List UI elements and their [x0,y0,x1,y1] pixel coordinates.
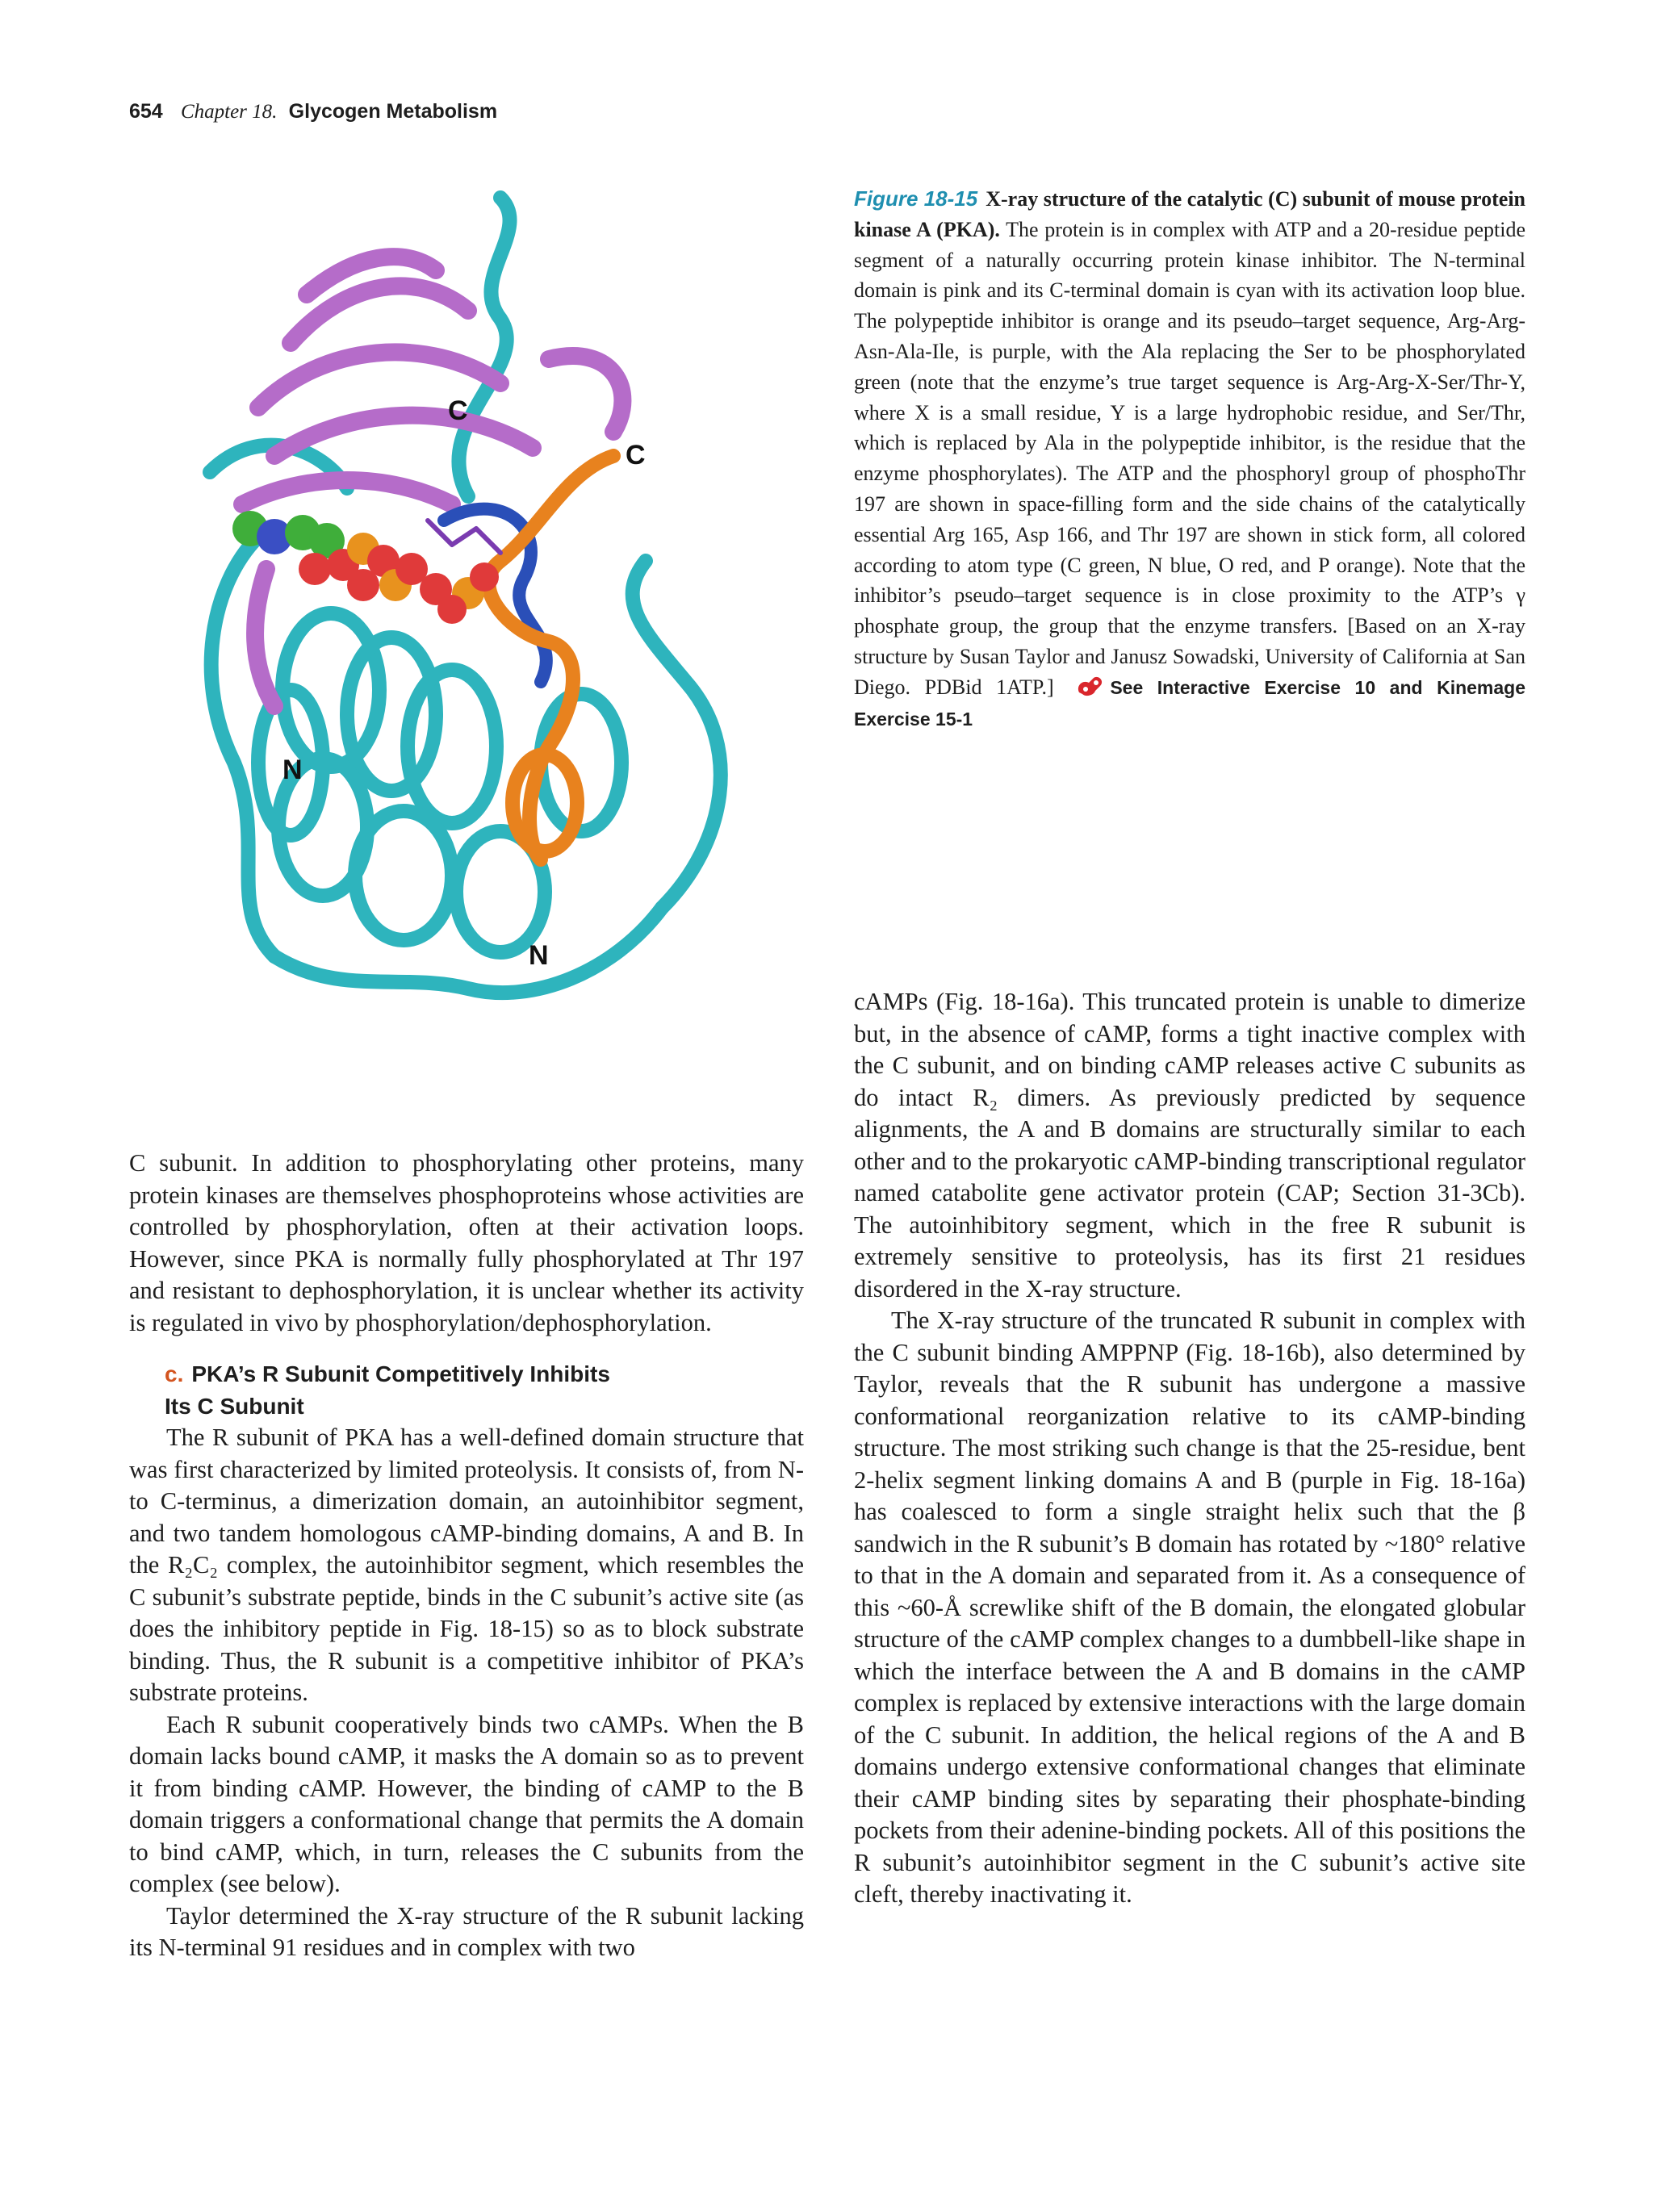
caption-body: The protein is in complex with ATP and a 20-residue peptide segment of a naturally occurring protein kinase inhibitor. The N-terminal domain is pink and its C-terminal domain is cyan with its activation loop blue. The polypeptide inhibitor is orange and its pseudo–target sequence, Arg-Arg-Asn-Ala-Ile, is purple, with the Ala replacing the Ser to be phosphorylated green (note that the enzyme’s true target sequence is Arg-Arg-X-Ser/Thr-Y, where X is a small residue, Y is a large hydrophobic residue, and Ser/Thr, which is replaced by Ala in the polypeptide inhibitor, is the residue that the enzyme phosphorylates). The ATP and the phosphoryl group of phosphoThr 197 are shown in space-filling form and the side chains of the catalytically essential Arg 165, Asp 166, and Thr 197 are shown in stick form, all colored according to atom type (C green, N blue, O red, and P orange). Note that the inhibitor’s pseudo–target sequence is in close proximity to the ATP’s γ phosphate group, the group that the enzyme transfers. [Based on an X-ray structure by Susan Taylor and Janusz Sowadski, University of California at San Diego. PDBid 1ATP.] [854,217,1525,699]
body-paragraph: Each R subunit cooperatively binds two cAMPs. When the B domain lacks bound cAMP, it masks the A domain so as to prevent it from binding cAMP. However, the binding of cAMP to the B domain triggers a conformational change that permits the A domain to bind cAMP, which, in turn, releases the C subunits from the complex (see below). [129,1710,804,1897]
left-column [129,1148,804,1964]
right-column [854,986,1525,1911]
chapter-title: Glycogen Metabolism [288,100,498,123]
chapter-label: Chapter 18. [180,101,278,123]
section-title-line1: PKA’s R Subunit Competitively Inhibits [191,1361,610,1386]
figure-title: X-ray structure of the catalytic (C) subunit of mouse protein kinase A (PKA). [854,187,1526,241]
body-paragraph: The R subunit of PKA has a well-defined domain structure that was first characterized by limited proteolysis. It consists of, from N- to C-terminus, a dimerization domain, an autoinhibitor segment, and two tandem homologous cAMP-binding domains, A and B. In the R₂C₂ complex, the autoinhibitor segment, which resembles the C subunit’s substrate peptide, binds in the C subunit’s active site (as does the inhibitory peptide in Fig. 18-15) so as to block substrate binding. Thus, the R subunit is a competitive inhibitor of PKA’s substrate proteins. [129,1424,804,1706]
section-title-line2: Its C Subunit [165,1393,304,1419]
pka-structure-figure [161,182,872,1037]
section-letter: c. [165,1361,184,1386]
body-paragraph: Taylor determined the X-ray structure of the R subunit lacking its N-terminal 91 residues and in complex with two [129,1901,804,1961]
section-heading [165,1358,804,1422]
label-n-bottom: N [529,940,549,971]
label-n-left: N [282,755,303,785]
figure-caption [854,184,1525,734]
see-exercise-link[interactable]: See Interactive Exercise 10 and Kinemage Exercise 15-1 [854,676,1526,730]
label-c-terminus: C [626,440,646,470]
figure-number: Figure 18-15 [854,186,978,211]
body-paragraph: cAMPs (Fig. 18-16a). This truncated protein is unable to dimerize but, in the absence of cAMP, forms a tight inactive complex with the C subunit, and on binding cAMP releases active C subunits as do intact R₂ dimers. As previously predicted by sequence alignments, the A and B domains are structurally similar to each other and to the prokaryotic cAMP-binding transcriptional regulator named catabolite gene activator protein (CAP; Section 31-3Cb). The autoinhibitory segment, which in the free R subunit is extremely sensitive to proteolysis, has its first 21 residues disordered in the X-ray structure. [854,988,1525,1303]
interactive-exercise-icon[interactable] [1074,675,1107,699]
label-c-upper: C [448,395,468,426]
running-head [129,100,497,123]
body-paragraph: The X-ray structure of the truncated R subunit in complex with the C subunit binding AMPPNP (Fig. 18-16b), also determined by Taylor, reveals that the R subunit has undergone a massive conformational reorganization relative to its cAMP-binding structure. The most striking such change is that the 25-residue, bent 2-helix segment linking domains A and B (purple in Fig. 18-16a) has coalesced to form a single straight helix such that the β sandwich in the R subunit’s B domain has rotated by ~180° relative to that in the A domain and separated from it. As a consequence of this ~60-Å screwlike shift of the B domain, the elongated globular structure of the cAMP complex changes to a dumbbell-like shape in which the interface between the A and B domains in the cAMP complex is replaced by extensive interactions with the large domain of the C subunit. In addition, the helical regions of the A and B domains undergo extensive conformational changes that eliminate their cAMP binding sites by separating their phosphate-binding pockets from their adenine-binding pockets. All of this positions the R subunit’s autoinhibitor segment in the C subunit’s active site cleft, thereby inactivating it. [854,1307,1525,1908]
body-paragraph: C subunit. In addition to phosphorylating other proteins, many protein kinases are themselves phosphoproteins whose activities are controlled by phosphorylation, often at their activation loops. However, since PKA is normally fully phosphorylated at Thr 197 and resistant to dephosphorylation, it is unclear whether its activity is regulated in vivo by phosphorylation/dephosphorylation. [129,1149,804,1336]
page-number: 654 [129,100,163,123]
